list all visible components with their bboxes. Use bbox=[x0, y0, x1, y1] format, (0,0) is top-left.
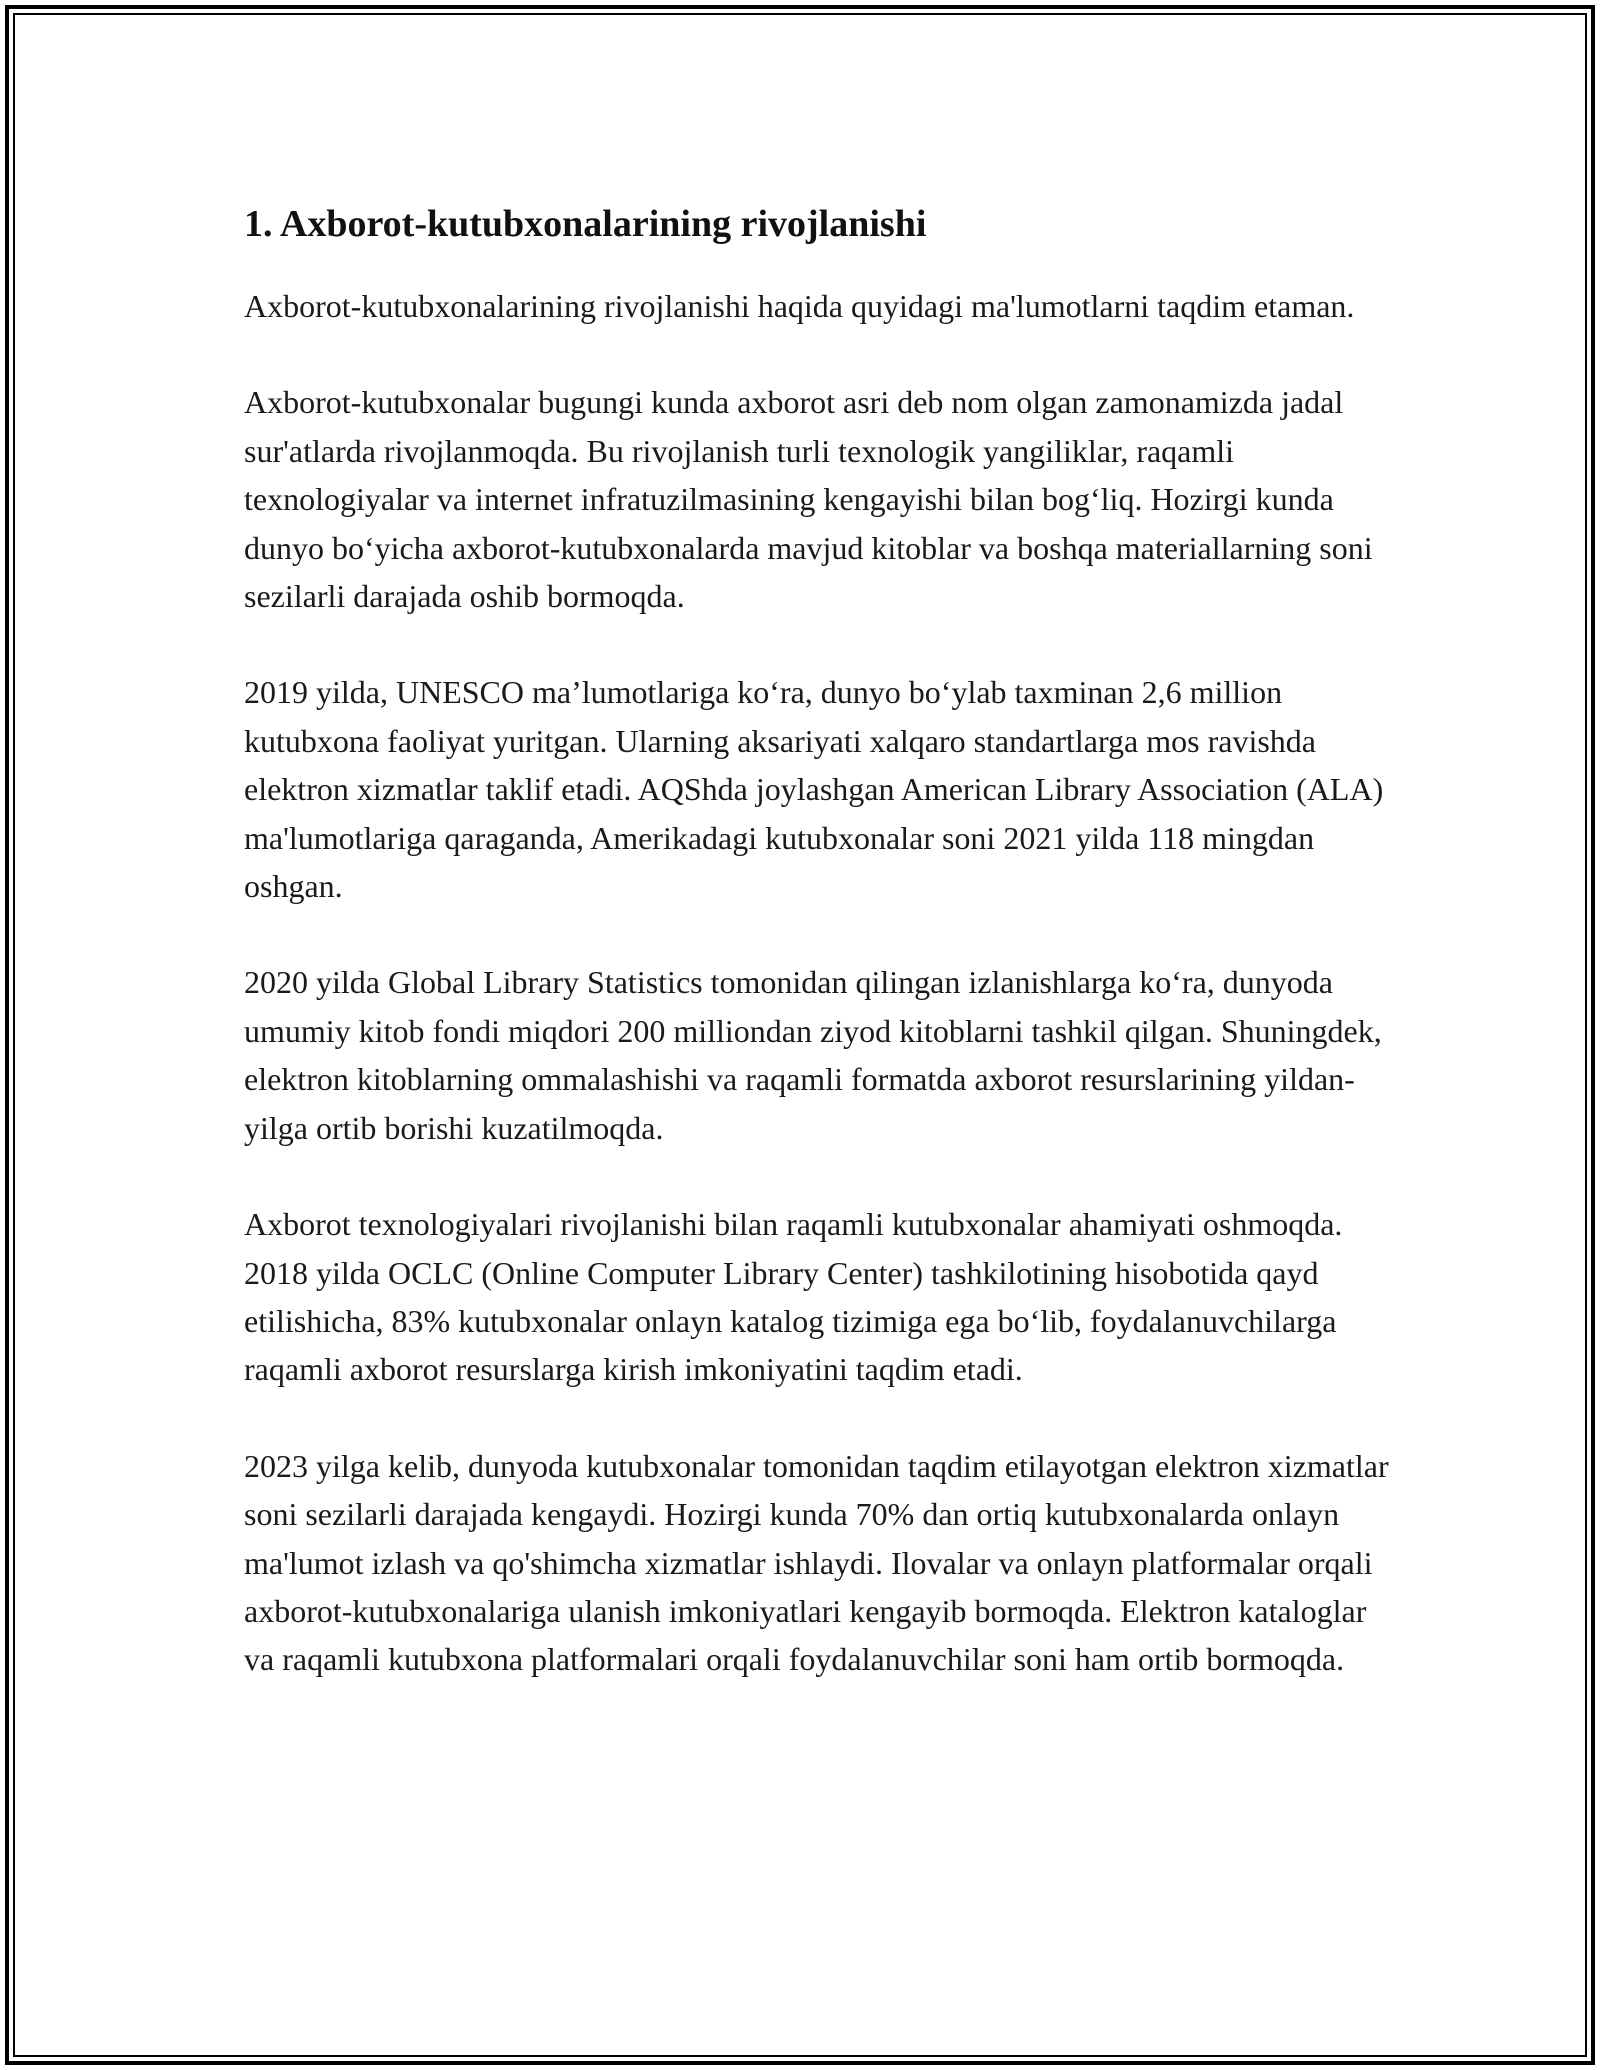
paragraph-statistics-2020: 2020 yilda Global Library Statistics tomonidan qilingan izlanishlarga ko‘ra, dunyoda umumiy kitob fondi miqdori 200 milliondan ziyod kitoblarni tashkil qilgan. Shuningdek, elektron kitoblarning ommalashishi va raqamli formatda axborot resurslarining yildan-yilga ortib borishi kuzatilmoqda. bbox=[244, 964, 1382, 1146]
paragraph-intro: Axborot-kutubxonalarining rivojlanishi haqida quyidagi ma'lumotlarni taqdim etaman. bbox=[244, 288, 1355, 324]
paragraph-oclc-2018: Axborot texnologiyalari rivojlanishi bilan raqamli kutubxonalar ahamiyati oshmoqda. 2018 yilda OCLC (Online Computer Library Center) tashkilotining hisobotida qayd etilishicha, 83% kutubxonalar onlayn katalog tizimiga ega bo‘lib, foydalanuvchilarga raqamli axborot resurslarga kirish imkoniyatini taqdim etadi. bbox=[244, 1206, 1343, 1388]
paragraph-services-2023: 2023 yilga kelib, dunyoda kutubxonalar tomonidan taqdim etilayotgan elektron xizmatlar soni sezilarli darajada kengaydi. Hozirgi kunda 70% dan ortiq kutubxonalarda onlayn ma'lumot izlash va qo'shimcha xizmatlar ishlaydi. Ilovalar va onlayn platformalar orqali axborot-kutubxonalariga ulanish imkoniyatlari kengayib bormoqda. Elektron kataloglar va raqamli kutubxona platformalari orqali foydalanuvchilar soni ham ortib bormoqda. bbox=[244, 1447, 1389, 1678]
paragraph-overview: Axborot-kutubxonalar bugungi kunda axborot asri deb nom olgan zamonamizda jadal sur'atlarda rivojlanmoqda. Bu rivojlanish turli texnologik yangiliklar, raqamli texnologiyalar va internet infratuzilmasining kengayishi bilan bog‘liq. Hozirgi kunda dunyo bo‘yicha axborot-kutubxonalarda mavjud kitoblar va boshqa materiallarning soni sezilarli darajada oshib bormoqda. bbox=[244, 384, 1373, 615]
document-body bbox=[244, 194, 1394, 1732]
document-title: 1. Axborot-kutubxonalarining rivojlanishi bbox=[244, 203, 927, 245]
page-frame bbox=[5, 5, 1595, 2065]
paragraph-unesco-2019: 2019 yilda, UNESCO ma’lumotlariga ko‘ra, dunyo bo‘ylab taxminan 2,6 million kutubxona faoliyat yuritgan. Ularning aksariyati xalqaro standartlarga mos ravishda elektron xizmatlar taklif etadi. AQShda joylashgan American Library Association (ALA) ma'lumotlariga qaraganda, Amerikadagi kutubxonalar soni 2021 yilda 118 mingdan oshgan. bbox=[244, 674, 1384, 905]
